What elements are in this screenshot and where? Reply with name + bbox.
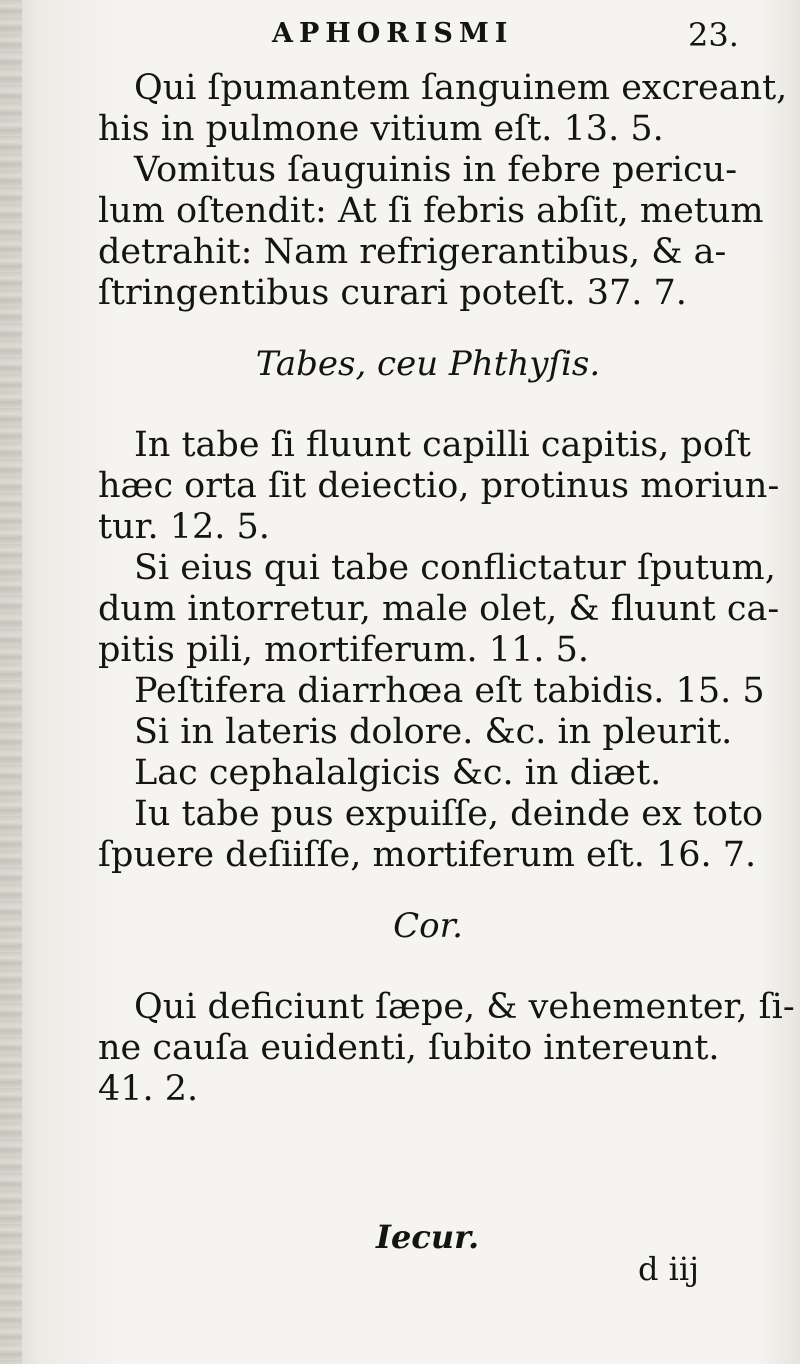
text-line: hæc orta ſit deiectio, protinus moriun- bbox=[98, 466, 780, 506]
aphorism-paragraph bbox=[98, 548, 780, 671]
aphorism-paragraph bbox=[98, 753, 758, 794]
page-number: 23. bbox=[688, 16, 739, 54]
text-line: Qui deficiunt ſæpe, & vehementer, ſi- bbox=[134, 987, 795, 1027]
text-line: Qui ſpumantem ſanguinem excreant, bbox=[134, 68, 788, 108]
text-line: Iu tabe pus expuiſſe, deinde ex toto bbox=[134, 794, 764, 834]
text-line: In tabe ſi fluunt capilli capitis, poſt bbox=[134, 425, 751, 465]
aphorism-paragraph bbox=[98, 987, 795, 1110]
text-line: pitis pili, mortiferum. 11. 5. bbox=[98, 630, 589, 670]
aphorism-paragraph bbox=[98, 794, 764, 876]
text-line: tur. 12. 5. bbox=[98, 507, 270, 547]
page-header bbox=[0, 14, 800, 58]
text-line: Si in lateris dolore. &c. in pleurit. bbox=[134, 712, 733, 752]
aphorism-paragraph bbox=[98, 68, 788, 150]
text-line: dum intorretur, male olet, & fluunt ca- bbox=[98, 589, 780, 629]
text-line: Si eius qui tabe conflictatur ſputum, bbox=[134, 548, 776, 588]
aphorism-paragraph bbox=[98, 150, 764, 314]
running-title: APHORISMI bbox=[272, 18, 514, 49]
text-line: Vomitus ſauguinis in febre pericu- bbox=[134, 150, 738, 190]
text-line: detrahit: Nam refrigerantibus, & a- bbox=[98, 232, 727, 272]
text-line: ne cauſa euidenti, ſubito intereunt. bbox=[98, 1028, 720, 1068]
spacer bbox=[98, 385, 758, 425]
spacer bbox=[98, 947, 758, 987]
text-line: 41. 2. bbox=[98, 1069, 199, 1109]
aphorism-paragraph bbox=[98, 671, 765, 712]
text-line: Peſtifera diarrhœa eſt tabidis. 15. 5 bbox=[134, 671, 765, 711]
body-text bbox=[98, 68, 795, 1110]
spacer bbox=[98, 876, 758, 906]
text-line: lum oſtendit: At ſi febris abſit, metum bbox=[98, 191, 764, 231]
catchword-heading: Iecur. bbox=[376, 1218, 480, 1256]
page-edge-shadow bbox=[0, 0, 22, 1364]
text-line: Lac cephalalgicis &c. in diæt. bbox=[134, 753, 662, 793]
text-line: his in pulmone vitium eſt. 13. 5. bbox=[98, 109, 664, 149]
aphorism-paragraph bbox=[98, 712, 758, 753]
aphorism-paragraph bbox=[98, 425, 780, 548]
spacer bbox=[98, 314, 758, 344]
signature-mark: d iij bbox=[638, 1250, 700, 1288]
section-heading-cor: Cor. bbox=[393, 906, 463, 946]
section-heading-tabes: Tabes, ceu Phthyſis. bbox=[255, 344, 601, 384]
text-line: ſpuere deſiiſſe, mortiferum eſt. 16. 7. bbox=[98, 835, 757, 875]
text-line: ſtringentibus curari poteſt. 37. 7. bbox=[98, 273, 687, 313]
